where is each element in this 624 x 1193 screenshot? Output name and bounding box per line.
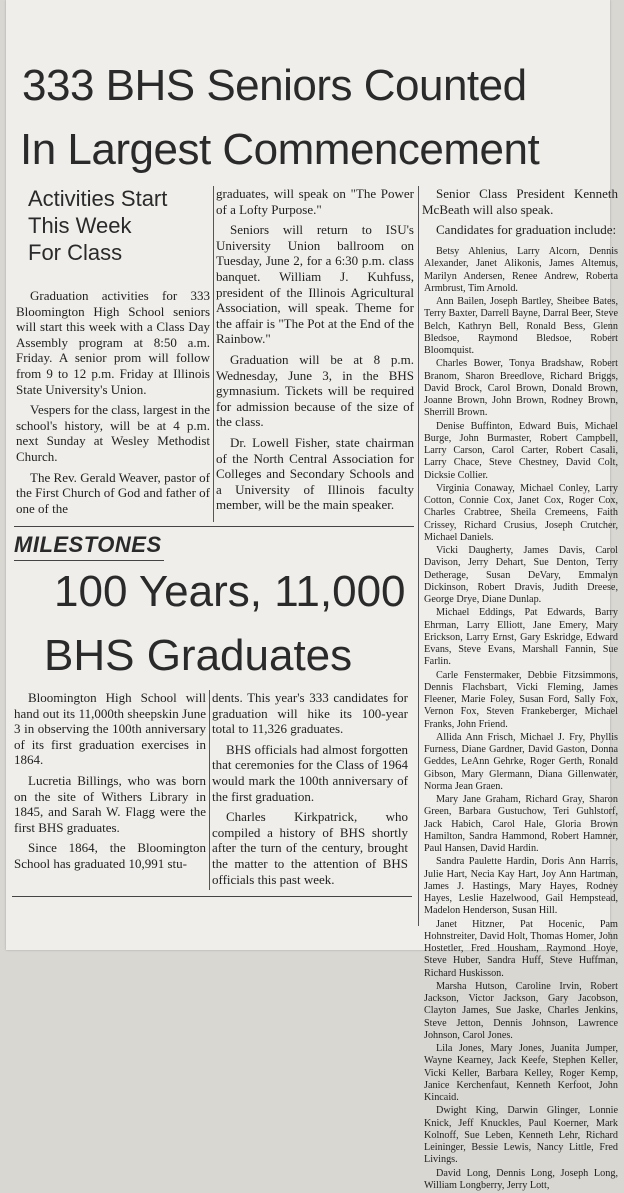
milestones-column-1 [14,690,206,877]
article-column-3 [422,186,618,243]
milestones-paragraph: BHS officials had almost forgotten that ceremonies for the Class of 1964 would mark the 100th anniversary of the first graduation. [212,741,408,804]
name-group: Carle Fenstermaker, Debbie Fitzsimmons, Dennis Flachsbart, Vicki Fleming, James Fleener, Marie Foley, Susan Ford, Sally Fox, Vernon Fox, Steven Frankeberger, Michael Franks, John Friend. [424,669,618,730]
milestones-paragraph: Charles Kirkpatrick, who compiled a history of BHS shortly after the turn of the century, brought the matter to the attention of BHS officials this past week. [212,809,408,887]
name-group: Dwight King, Darwin Glinger, Lonnie Knick, Jeff Knuckles, Paul Koerner, Mark Kolnoff, Sue Leben, Kenneth Lehr, Richard Leininger, Bessie Lewis, Nancy Little, Fred Livings. [424,1105,618,1166]
name-group: Sandra Paulette Hardin, Doris Ann Harris, Julie Hart, Necia Kay Hart, Joy Ann Hartman, James J. Hastings, Mary Hayes, Rodney Hayes, Leslie Hazelwood, Gail Hempstead, Madelon Henderson, Susan Hill. [424,856,618,917]
main-headline-line1: 333 BHS Seniors Counted [22,61,527,110]
subheadline [28,185,208,266]
article-paragraph: Graduation activities for 333 Bloomington High School seniors will start this week with a Class Day Assembly program at 8:50 a.m. Friday. A senior prom will follow from 9 to 12 p.m. Friday at Illinois State University's Union. [16,288,210,397]
milestones-paragraph: dents. This year's 333 candidates for graduation will hike its 100-year total to 11,326 graduates. [212,690,408,737]
name-group: Denise Buffinton, Edward Buis, Michael Burge, John Burmaster, Robert Campbell, Larry Carson, Carol Carter, Robert Casali, Larry Chace, Steve Chestney, David Colt, Dicksie Collier. [424,420,618,481]
name-group: Mary Jane Graham, Richard Gray, Sharon Green, Barbara Gustuchow, Teri Guhlstorf, Jack Habich, Carol Hale, Gloria Brown Hamilton, Sandra Hammond, Robert Hamner, Paul Hansen, David Hardin. [424,794,618,854]
milestones-paragraph: Since 1864, the Bloomington School has graduated 10,991 stu- [14,840,206,871]
name-group: Betsy Ahlenius, Larry Alcorn, Dennis Alexander, Janet Alikonis, James Altemus, Marilyn Andersen, Renee Andrew, Roberta Armbrust, Tim Arnold. [424,246,618,294]
name-group: Lila Jones, Mary Jones, Juanita Jumper, Wayne Kearney, Jack Keefe, Stephen Keller, Vicki Keller, Barbara Kelley, Roger Kemp, Janice Kerchenfaut, Kenneth Kerfoot, John Kincaid. [424,1043,618,1103]
graduate-name-list [424,246,618,1193]
article-paragraph: Seniors will return to ISU's University Union ballroom on Tuesday, June 2, for a 6:30 p.m. class banquet. William J. Kuhfuss, president of the Illinois Agricultural Association, will speak. Theme for the affair is "The Pot at the End of the Rainbow." [216,222,414,347]
name-group: Michael Eddings, Pat Edwards, Barry Ehrman, Larry Elliott, Jane Emery, Mary Erickson, Larry Ernst, Gary Eskridge, Edward Evans, Steve Evans, Marshall Fannin, Sue Farlin. [424,607,618,668]
article-paragraph: Dr. Lowell Fisher, state chairman of the North Central Association for Colleges and Secondary Schools and a University of Illinois faculty member, will be the main speaker. [216,434,414,513]
column-rule [209,690,210,890]
subheadline-line: This Week [28,213,132,238]
column-rule [418,186,419,926]
name-group: Marsha Hutson, Caroline Irvin, Robert Jackson, Victor Jackson, Gary Jacobson, Clayton James, Sue Jaske, Charles Jenkins, Steve Jetton, Dennis Johnson, Lawrence Johnson, Carol Jones. [424,980,618,1041]
column-rule [213,186,214,522]
milestones-column-2 [212,690,408,892]
article-paragraph: The Rev. Gerald Weaver, pastor of the First Church of God and father of one of the [16,469,210,516]
milestones-headline-line1: 100 Years, 11,000 [54,567,406,616]
milestones-paragraph: Bloomington High School will hand out its 11,000th sheepskin June 3 in observing the 100th anniversary of its first graduation exercises in 1864. [14,690,206,768]
milestones-paragraph: Lucretia Billings, who was born on the site of Withers Library in 1845, and Sarah W. Flagg were the first BHS graduates. [14,772,206,835]
name-group: Janet Hitzner, Pat Hocenic, Pam Hohnstreiter, David Holt, Thomas Homer, John Hostetler, Fred Housham, Raymond Hoye, Steve Huber, Sandra Huff, Steve Huffman, Richard Huskisson. [424,918,618,979]
subheadline-line: For Class [28,240,123,265]
name-group: Charles Bower, Tonya Bradshaw, Robert Branom, Sharon Breedlove, Richard Briggs, David Brock, Carol Brown, Donald Brown, Joanne Brown, John Brown, Rodney Brown, Sherrill Brown. [424,358,618,419]
article-column-1 [16,288,210,521]
clipping-bottom-edge [12,896,412,897]
milestones-headline-line2: BHS Graduates [44,631,353,680]
name-group: Ann Bailen, Joseph Bartley, Sheibee Bates, Terry Baxter, Darrell Bayne, Darral Beer, Steve Belch, Kathryn Bell, Ronald Bess, Glenn Bledsoe, Raymond Bledsoe, Robert Bloomquist. [424,296,618,356]
article-column-2 [216,186,414,518]
name-group: Virginia Conaway, Michael Conley, Larry Cotton, Connie Cox, Janet Cox, Roger Cox, Charles Crabtree, Sheila Cremeens, Faith Crissey, Richard Crusius, Joseph Crutcher, Michael Daniels. [424,482,618,543]
milestones-underline [14,560,164,561]
article-paragraph: Candidates for graduation include: [436,222,617,238]
subheadline-line: Activities Start [28,186,168,211]
name-group: Vicki Daugherty, James Davis, Carol Davison, Jerry Dehart, Sue Denton, Terry Detherage, Susan DeVary, Emmalyn Dickinson, Robert Dravis, Judith Dreese, George Drye, Diane Dunlap. [424,545,618,605]
name-group: David Long, Dennis Long, Joseph Long, William Longberry, Jerry Lott, [424,1167,618,1191]
article-paragraph: Graduation will be at 8 p.m. Wednesday, June 3, in the BHS gymnasium. Tickets will be required for admission because of the size of the class. [216,351,414,430]
article-paragraph: Vespers for the class, largest in the school's history, will be at 4 p.m. next Sunday at Wesley Methodist Church. [16,402,210,464]
article-paragraph: graduates, will speak on "The Power of a Lofty Purpose." [216,186,414,217]
name-group: Allida Ann Frisch, Michael J. Fry, Phyllis Furness, Diane Gardner, David Gaston, Donna Geddes, LeAnn Gehrke, Roger Gerth, Ronald Gibson, Mary Glermann, Diana Gillenwater, Norma Jean Graen. [424,731,618,792]
section-divider [14,526,414,527]
article-paragraph: Senior Class President Kenneth McBeath will also speak. [422,186,618,217]
main-headline-line2: In Largest Commencement [20,125,540,174]
milestones-label: MILESTONES [14,532,162,557]
